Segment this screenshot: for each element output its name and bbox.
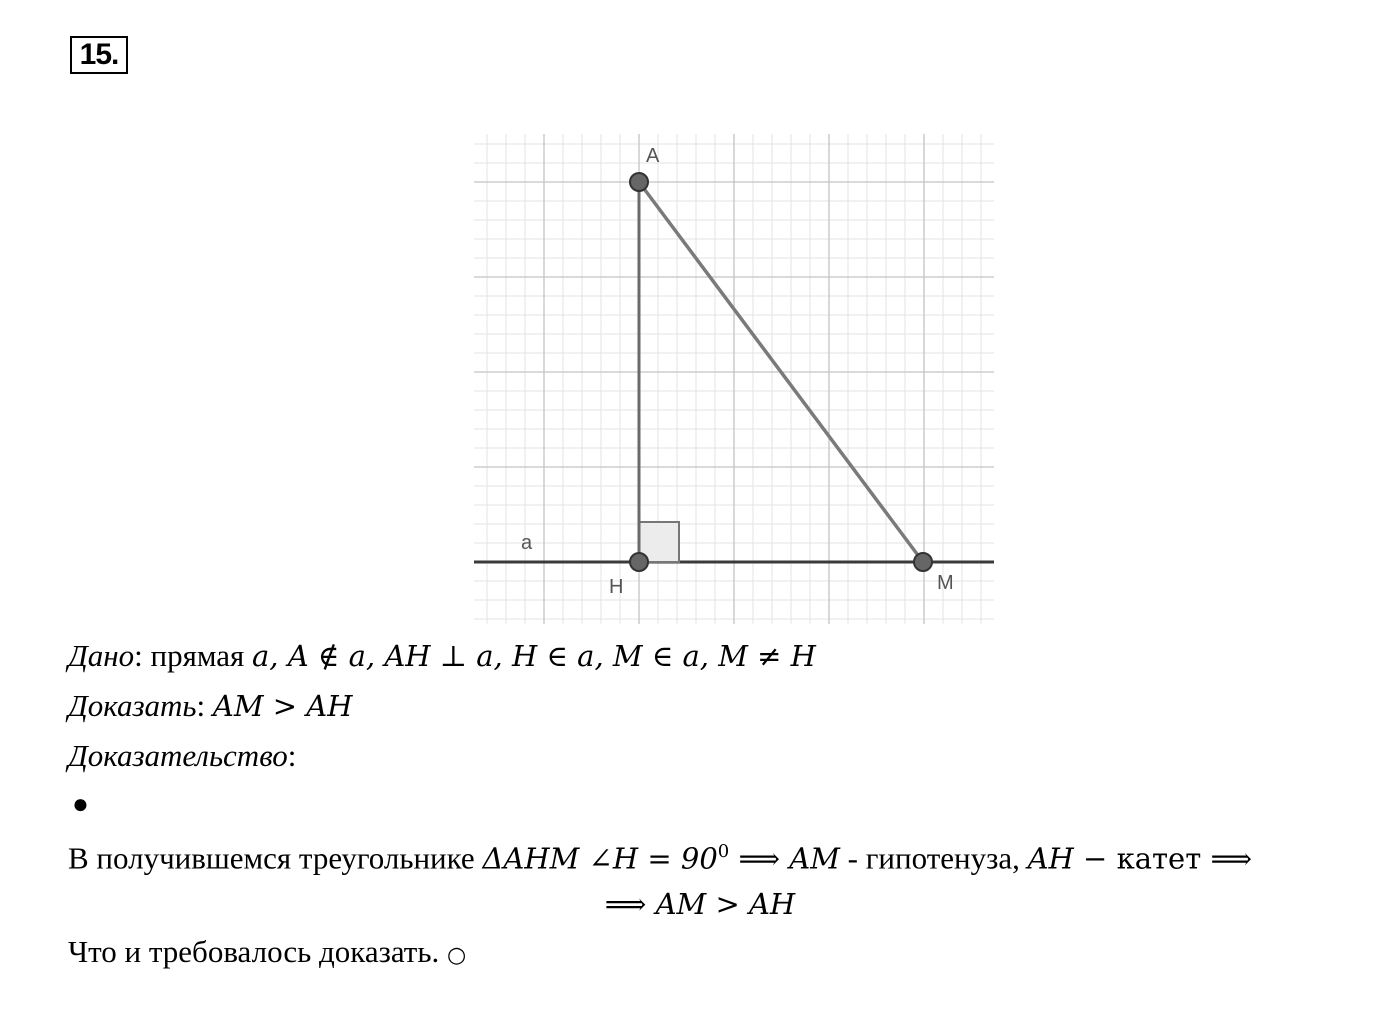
prove-line: [68, 686, 353, 726]
step-superscript: 0: [717, 841, 730, 862]
conclusion-math: AM > AH: [655, 887, 796, 921]
step-text-before: В получившемся треугольнике: [68, 840, 483, 876]
point-a: [630, 173, 648, 191]
step-math-triangle: ΔAHM ∠H = 90: [482, 841, 718, 876]
given-label: Дано: [68, 638, 135, 673]
proof-step: [68, 832, 1252, 878]
proof-separator: :: [287, 738, 297, 773]
step-math-ah: AH: [1027, 841, 1074, 876]
given-math: a, A ∉ a, AH ⊥ a, H ∈ a, M ∈ a, M ≠ H: [252, 639, 816, 673]
proof-label: Доказательство: [68, 738, 288, 773]
point-m: [914, 553, 932, 571]
label-h: H: [609, 576, 624, 598]
step-math-am: AM: [789, 841, 840, 876]
proof-line: [68, 736, 296, 776]
given-word: прямая: [142, 638, 253, 673]
prove-label: Доказать: [68, 688, 197, 723]
prove-math: AM > AH: [212, 689, 353, 723]
step-text-hypotenuse: - гипотенуза,: [839, 840, 1028, 876]
conclusion-arrow: ⟹: [604, 887, 656, 921]
problem-number: 15.: [70, 36, 128, 74]
prove-separator: :: [196, 688, 213, 723]
bullet-point: ●: [72, 789, 89, 820]
label-line-a: a: [521, 532, 533, 554]
qed-line: [68, 932, 466, 976]
step-text-leg: − катет ⟹: [1073, 841, 1253, 876]
step-arrow: ⟹: [729, 841, 790, 876]
qed-text: Что и требовалось доказать.: [68, 934, 447, 969]
given-separator: :: [134, 638, 143, 673]
conclusion-line: [0, 884, 1400, 924]
point-h: [630, 553, 648, 571]
qed-mark-icon: ○: [447, 943, 467, 968]
label-m: M: [937, 572, 954, 594]
given-line: [68, 636, 816, 676]
label-a: A: [646, 145, 660, 167]
